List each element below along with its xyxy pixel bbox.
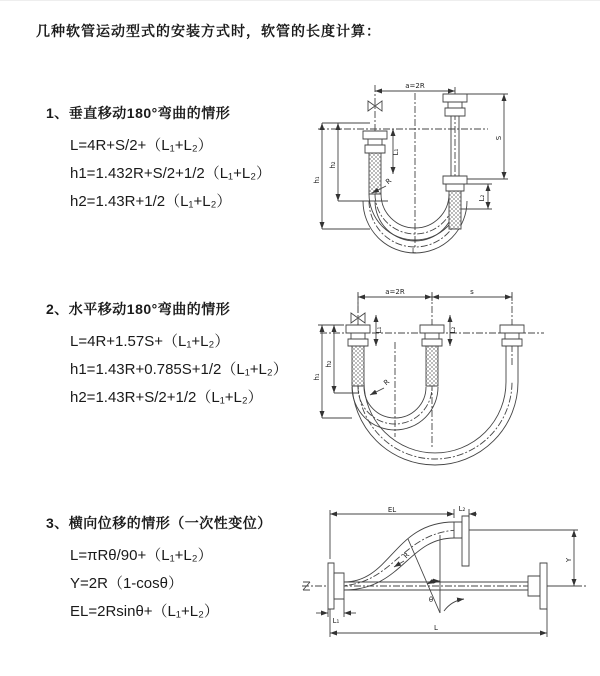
formula-el: EL=2Rsinθ+（L₁+L₂） [70, 603, 219, 620]
label-bend-radius: R [384, 176, 394, 187]
right-end-fitting-bottom [443, 176, 467, 191]
section-3-formulas [70, 542, 272, 626]
braided-hose-left [369, 153, 381, 194]
diagram-vertical-180-bend [310, 79, 545, 257]
hose-u-bend-group [318, 292, 544, 465]
braided-hose-left [352, 346, 364, 386]
section-3-heading: 3、横向位移的情形（一次性变位） [46, 515, 272, 531]
dim-label-l2: L₂ [478, 194, 486, 202]
dim-label-top-width: a=2R [385, 288, 405, 296]
dim-label-stroke-s: s [470, 288, 474, 296]
right-end-fitting-top [443, 94, 467, 116]
dim-label-l2: L₂ [458, 505, 466, 513]
formula-h2: h2=1.43R+S/2+1/2（L₁+L₂） [70, 389, 263, 406]
dim-label-h2: h₂ [325, 360, 333, 368]
left-end-fitting [363, 131, 387, 153]
left-flange [328, 563, 344, 609]
label-angle-theta: θ [428, 596, 434, 604]
dim-label-l2: L₂ [449, 326, 457, 334]
label-bend-radius: R [402, 551, 412, 561]
right-flange-original [528, 563, 547, 609]
formula-length: L=4R+S/2+（L₁+L₂） [70, 137, 213, 154]
dim-label-y: Y [565, 557, 573, 563]
formula-length: L=4R+1.57S+（L₁+L₂） [70, 333, 230, 350]
dim-label-h1: h₁ [313, 373, 321, 381]
middle-end-fitting [420, 325, 444, 346]
hose-u-bend-group [318, 85, 508, 253]
upper-flange-moved [454, 516, 469, 566]
section-2-formulas [70, 328, 288, 412]
braided-hose-right [449, 191, 461, 229]
dim-label-l1: L₁ [375, 326, 383, 334]
section-1-heading: 1、垂直移动180°弯曲的情形 [46, 105, 231, 121]
section-horizontal-movement [46, 299, 288, 412]
dim-label-h1: h₁ [313, 176, 321, 184]
section-1-formulas [70, 132, 271, 216]
section-vertical-movement [46, 103, 271, 216]
section-2-heading: 2、水平移动180°弯曲的情形 [46, 301, 231, 317]
dim-label-h2: h₂ [329, 161, 337, 169]
label-length-l: L [412, 247, 416, 255]
section-lateral-displacement [46, 513, 272, 626]
braided-hose-middle [426, 346, 438, 386]
page-title: 几种软管运动型式的安装方式时，软管的长度计算： [36, 23, 381, 39]
label-length-l: L [434, 624, 438, 632]
formula-h1: h1=1.43R+0.785S+1/2（L₁+L₂） [70, 361, 288, 378]
dim-label-top-width: a=2R [405, 82, 425, 90]
dim-label-l1: L₁ [332, 617, 340, 625]
diagram-lateral-displacement [296, 505, 596, 653]
left-end-fitting [346, 325, 370, 346]
formula-h1: h1=1.432R+S/2+1/2（L₁+L₂） [70, 165, 272, 182]
diagram-horizontal-180-bend [312, 287, 552, 472]
dim-label-el: EL [387, 506, 397, 514]
formula-y: Y=2R（1-cosθ） [70, 575, 183, 592]
formula-length: L=πRθ/90+（L₁+L₂） [70, 547, 213, 564]
right-end-fitting-moved [500, 325, 524, 346]
dim-label-stroke-s: S [495, 135, 503, 141]
label-bend-radius: R [382, 377, 392, 388]
dim-label-l1: L₁ [392, 148, 400, 156]
formula-h2: h2=1.43R+1/2（L₁+L₂） [70, 193, 232, 210]
hose-s-curve-group [302, 509, 586, 637]
